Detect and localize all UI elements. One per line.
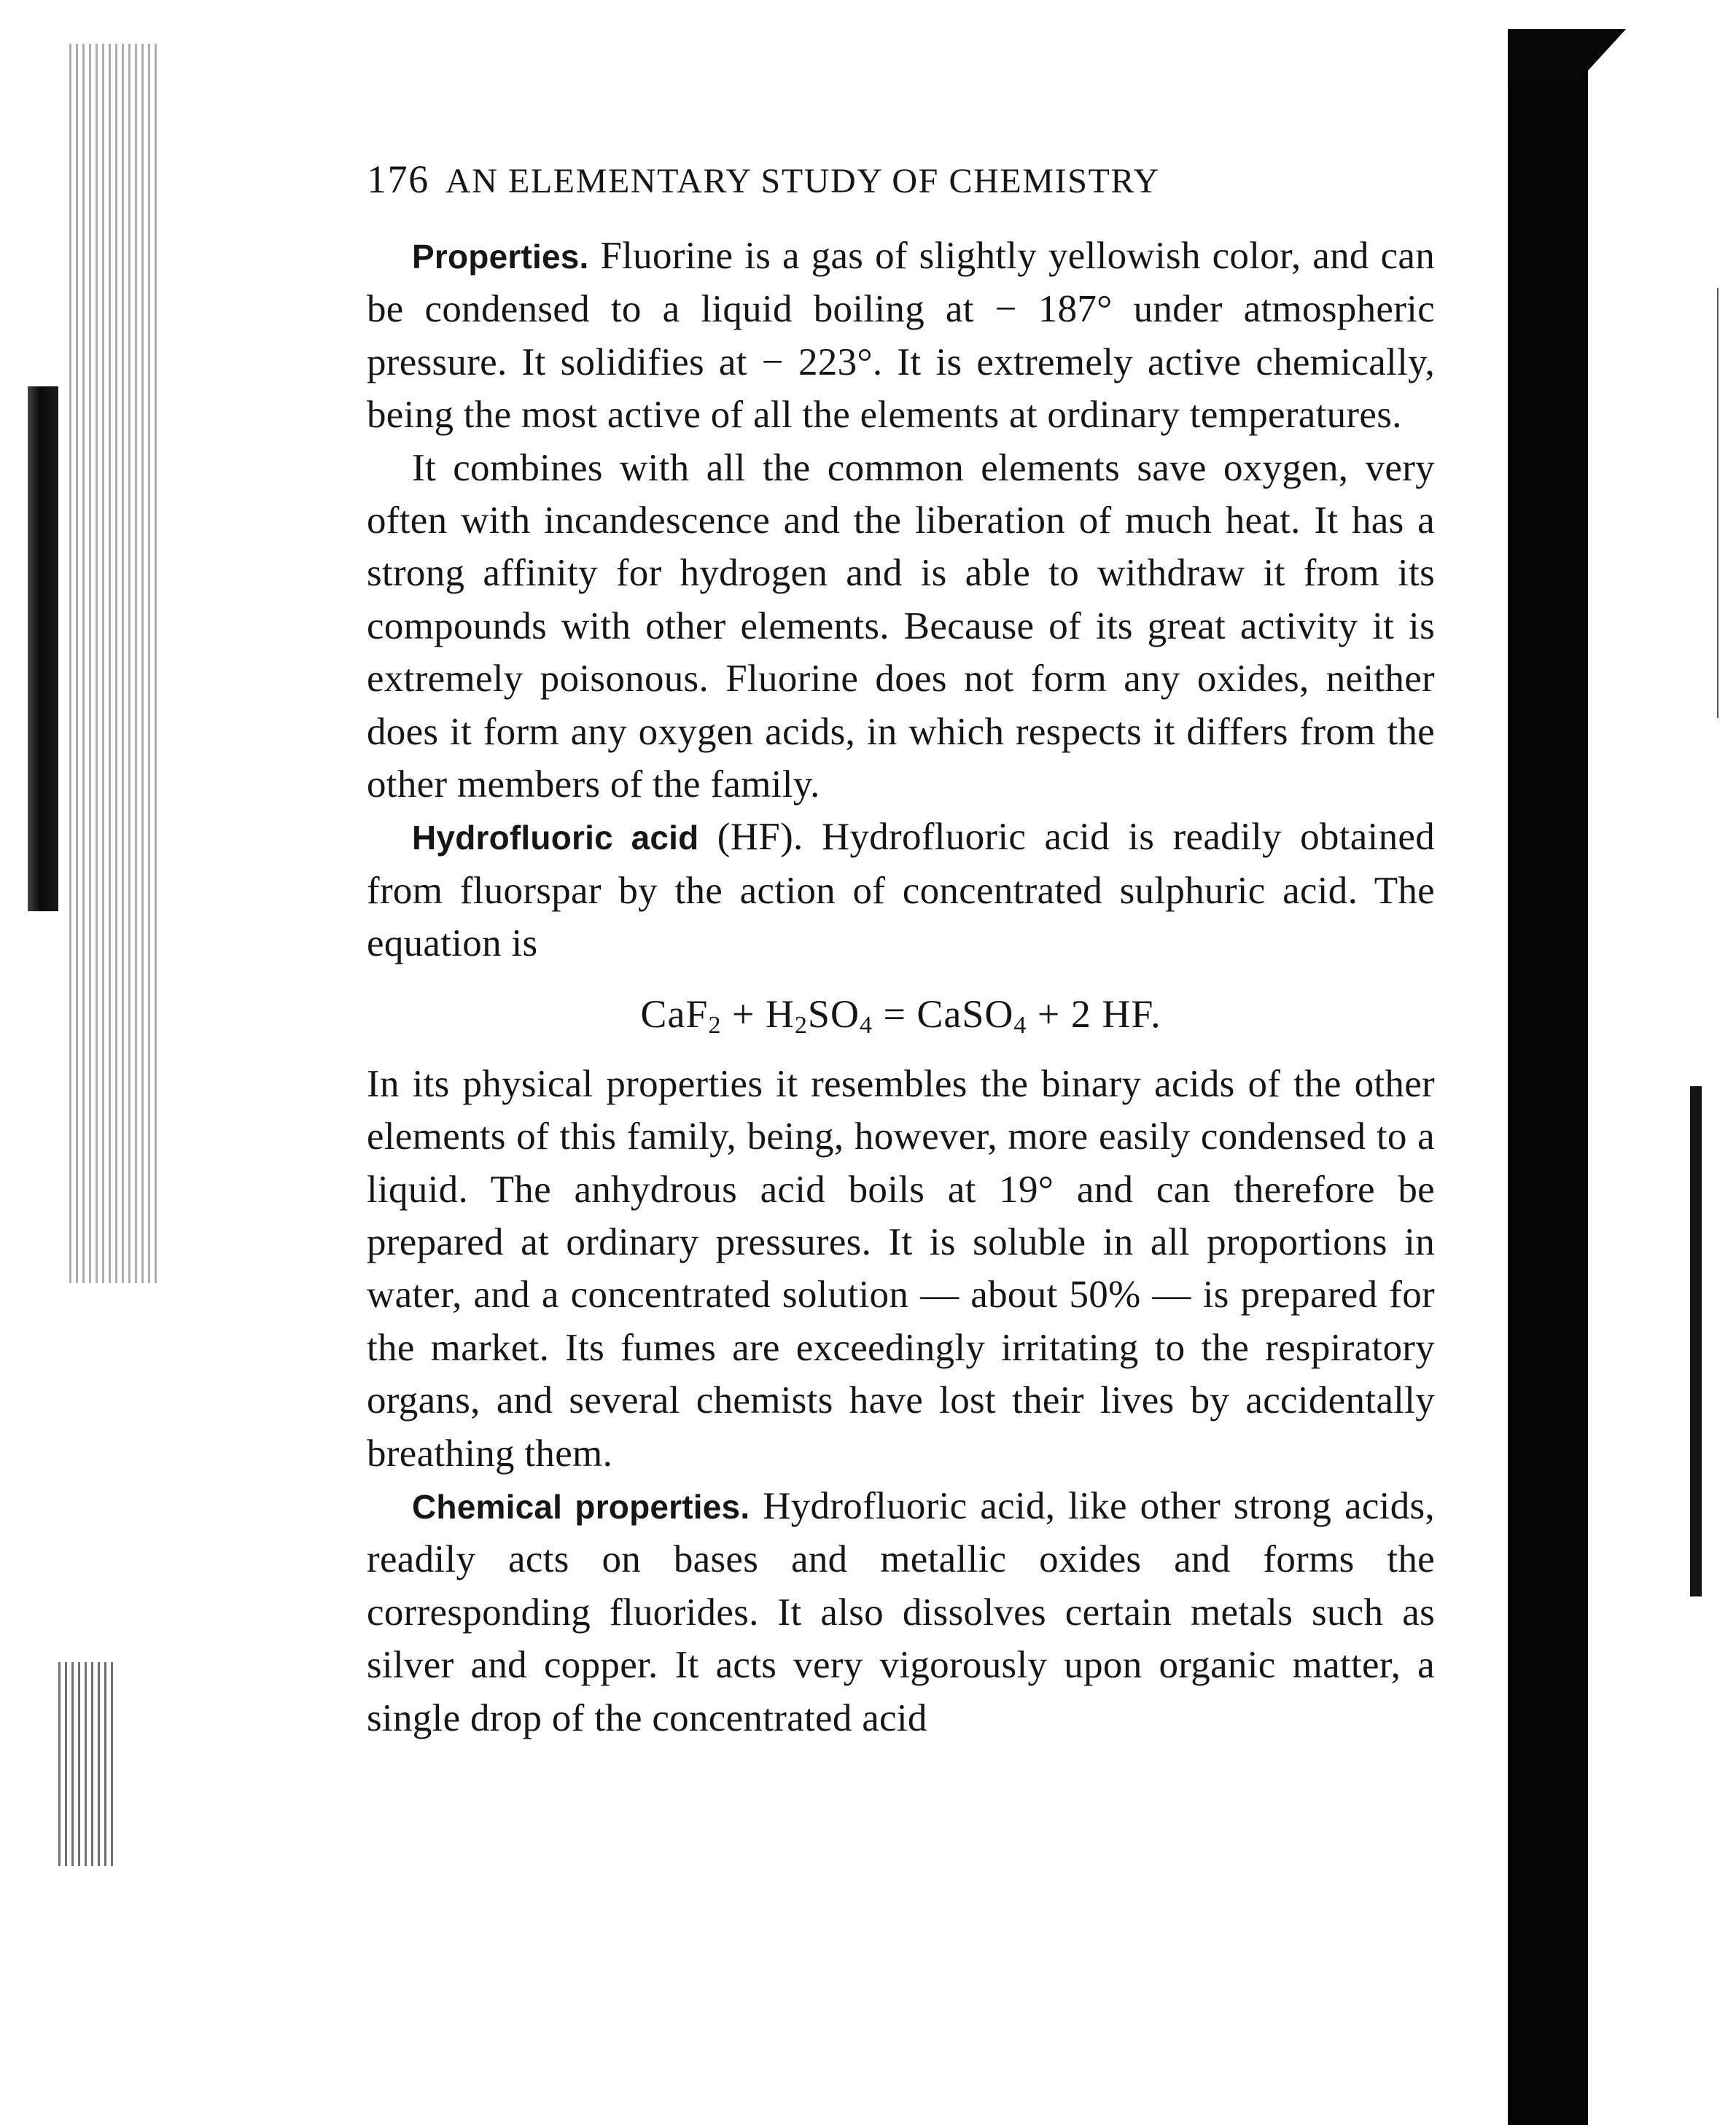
scan-right-thin-strip [1690, 1086, 1702, 1596]
eq-subscript: 4 [1013, 1011, 1027, 1039]
page-number: 176 [367, 157, 429, 201]
running-title: AN ELEMENTARY STUDY OF CHEMISTRY [445, 162, 1160, 200]
paragraph-combines [367, 442, 1435, 811]
running-head [367, 153, 1435, 208]
chemical-equation [367, 985, 1435, 1043]
scan-left-lines-lower [58, 1662, 117, 1866]
eq-part: + 2 HF. [1027, 991, 1161, 1036]
paragraph-combines-text: It combines with all the common elements save oxygen, very often with incandescence and the liberation of much heat. It has a strong affinity for hydrogen and is able to withdraw it from its compounds with other elements. Because of its great activity it is extremely poisonous. Fluorine does not form any oxides, neither does it form any oxygen acids, in which respects it differs from the other members of the family. [367, 446, 1435, 806]
paragraph-properties [367, 230, 1435, 442]
eq-part: = CaSO [872, 991, 1014, 1036]
paragraph-properties-text: Fluorine is a gas of slightly yellowish color, and can be condensed to a liquid boiling at − 187° under atmospheric pressure. It solidifies at − 223°. It is extremely active chemically, being the most active of all the elements at ordinary temperatures. [367, 235, 1435, 437]
eq-subscript: 2 [708, 1011, 722, 1039]
eq-subscript: 2 [794, 1011, 808, 1039]
paragraph-hydrofluoric-acid-text: (HF). Hydrofluoric acid is readily obtained from fluorspar by the action of concentrated sulphuric acid. The equation is [367, 816, 1435, 965]
paragraph-chemical-properties [367, 1480, 1435, 1744]
heading-properties: Properties. [412, 238, 589, 276]
paragraph-physical-properties-text: In its physical properties it resembles the binary acids of the other elements of this family, being, however, more easily condensed to a liquid. The anhydrous acid boils at 19° and can therefore be prepared at ordinary pressures. It is soluble in all proportions in water, and a concentrated solution — about 50% — is prepared for the market. Its fumes are exceedingly irritating to the respiratory organs, and several chemists have lost their lives by accidentally breathing them. [367, 1062, 1435, 1475]
heading-chemical-properties: Chemical properties. [412, 1487, 750, 1526]
scan-right-binding-edge [1508, 29, 1588, 2125]
paragraph-chemical-properties-text: Hydrofluoric acid, like other strong acids, readily acts on bases and metallic oxides and forms the corresponding fluorides. It also dissolves certain metals such as silver and copper. It acts very vigorously upon organic matter, a single drop of the concentrated acid [367, 1484, 1435, 1739]
heading-hydrofluoric-acid: Hydrofluoric acid [412, 819, 699, 857]
scan-left-dark-strip [28, 386, 58, 911]
scan-right-edge-top [1509, 29, 1626, 80]
eq-subscript: 4 [859, 1011, 873, 1039]
scan-left-lines-upper [69, 44, 157, 1283]
scan-right-thin-line-1 [1717, 288, 1719, 718]
paragraph-physical-properties [367, 1058, 1435, 1480]
book-page [367, 153, 1435, 1744]
paragraph-hydrofluoric-acid [367, 811, 1435, 970]
eq-part: CaF [640, 991, 709, 1036]
eq-part: + H [721, 991, 795, 1036]
eq-part: SO [807, 991, 860, 1036]
